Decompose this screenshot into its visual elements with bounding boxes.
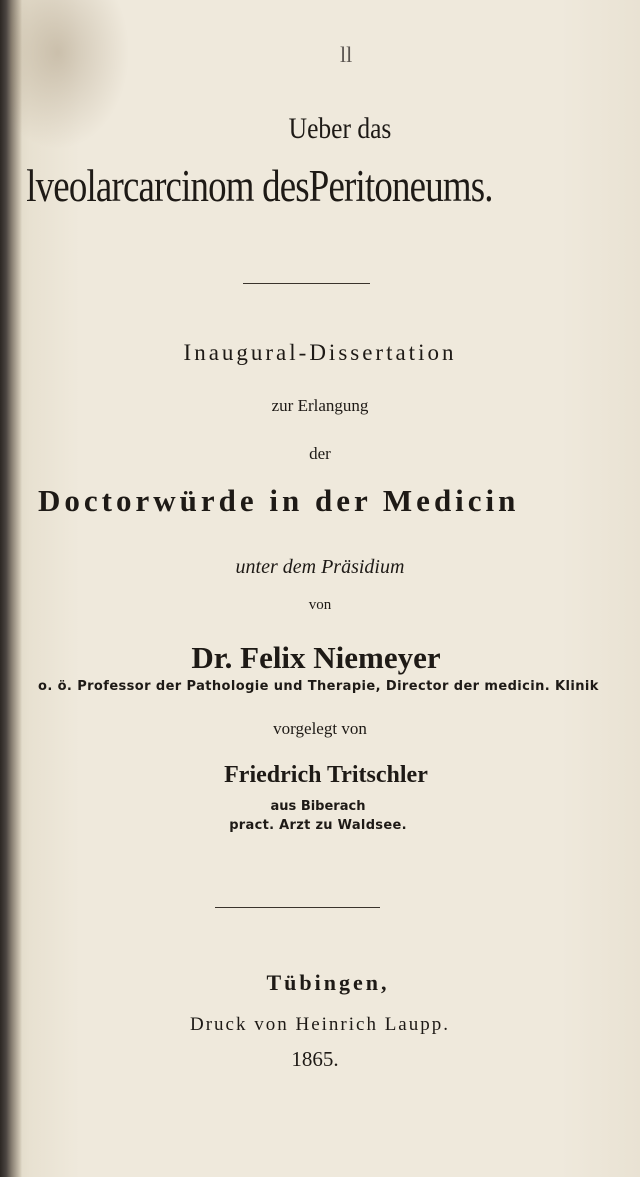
der-text: der — [309, 444, 331, 463]
von-text: von — [308, 597, 332, 613]
shelf-mark: ll — [340, 42, 353, 67]
presidency-line: unter dem Präsidium — [235, 556, 405, 578]
author-occupation: pract. Arzt zu Waldsee. — [229, 818, 407, 833]
author-name: Friedrich Tritschler — [224, 762, 428, 788]
divider-rule-top — [243, 283, 370, 284]
president-name: Dr. Felix Niemeyer — [191, 640, 441, 675]
submitted-by-label: vorgelegt von — [273, 719, 367, 738]
title-line-2: lveolarcarcinom desPeritoneums. — [26, 161, 493, 211]
divider-rule-bottom — [215, 907, 380, 908]
imprint-city: Tübingen, — [266, 970, 390, 995]
president-position: o. ö. Professor der Pathologie und Therapie, Director der medicin. Klinik — [38, 679, 599, 694]
title-line-1: Ueber das — [288, 112, 392, 145]
zur-erlangung-text: zur Erlangung — [271, 396, 369, 415]
author-origin: aus Biberach — [270, 799, 366, 814]
imprint-year: 1865. — [291, 1047, 339, 1071]
dissertation-heading: Inaugural-Dissertation — [183, 340, 457, 365]
imprint-printer: Druck von Heinrich Laupp. — [190, 1014, 450, 1035]
degree-line: Doctorwürde in der Medicin — [38, 483, 520, 518]
